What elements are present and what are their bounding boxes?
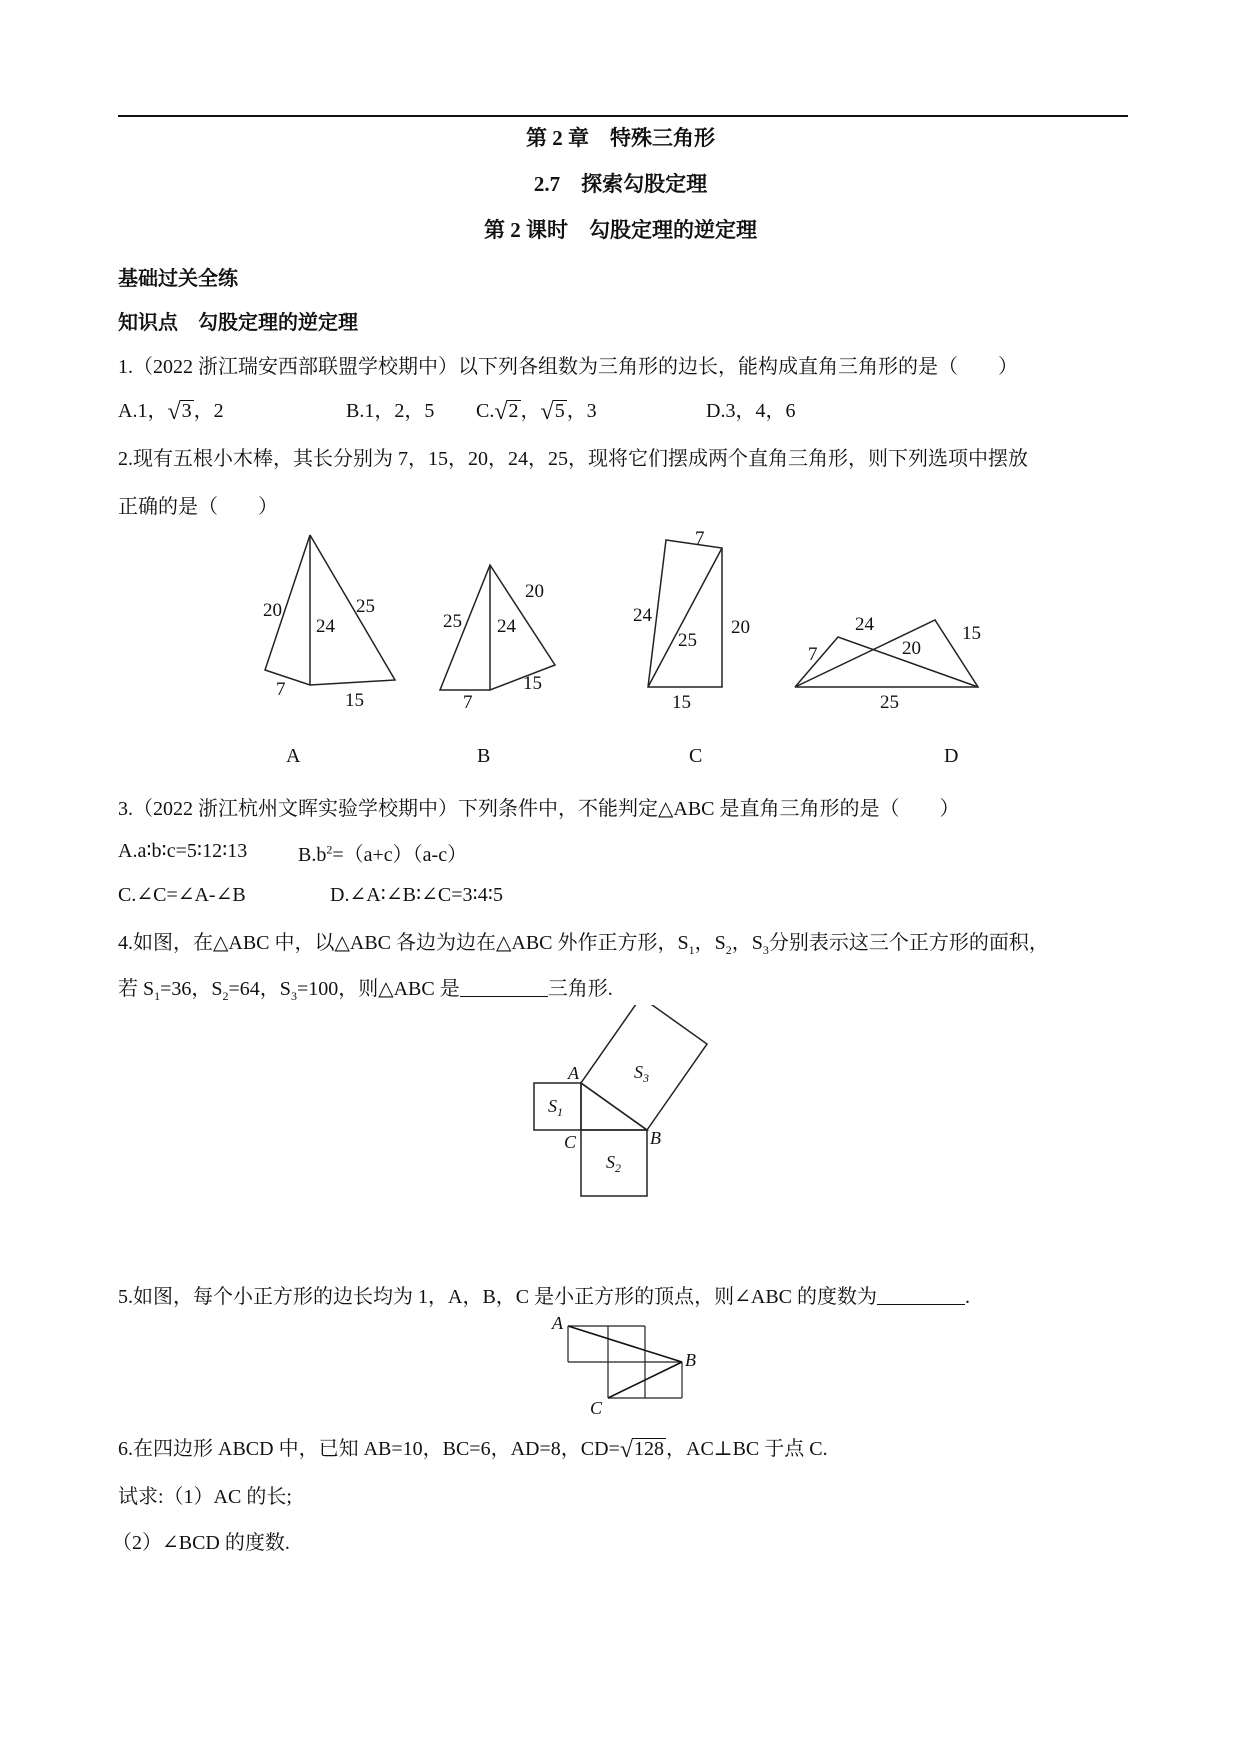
segment-ab: [568, 1326, 682, 1362]
q1-option-a: A.1，√3 ，2: [118, 399, 224, 425]
q6-part2: （2）∠BCD 的度数.: [112, 1532, 290, 1554]
q3-option-c: C.∠C=∠A-∠B: [118, 884, 246, 906]
q2-option-c-label: C: [689, 745, 703, 767]
label-s1: $S_1$: [548, 1096, 563, 1119]
vertex-b: B: [650, 1128, 661, 1148]
q5-stem: 5.如图，每个小正方形的边长均为 1，A，B，C 是小正方形的顶点，则∠ABC 的度数为 .: [118, 1286, 971, 1308]
grid-point-a: A: [552, 1315, 563, 1333]
fig-c-label-top: 7: [695, 528, 705, 549]
q1-option-c: C.√2 ，√5 ，3: [476, 399, 597, 425]
fig-b-label-left: 25: [443, 611, 462, 632]
q3-stem: 3.（2022 浙江杭州文晖实验学校期中）下列条件中，不能判定△ABC 是直角三角形的是（ ）: [118, 798, 960, 820]
grid-point-b: B: [685, 1350, 696, 1370]
fig-c-label-bottom: 15: [672, 692, 691, 713]
q3-option-b: $B.b^2=(a+c)(a-c)$: [298, 842, 468, 866]
fig-b-label-mid: 24: [497, 616, 516, 637]
q6-part1: 试求:（1）AC 的长;: [118, 1486, 292, 1508]
practice-title: 基础过关全练: [118, 268, 238, 290]
q2-stem-line2: 正确的是（ ）: [118, 496, 278, 518]
q2-stem-line1: 2.现有五根小木棒，其长分别为 7，15，20，24，25，现将它们摆成两个直角三角形，则下列选项中摆放: [118, 448, 1028, 470]
fig-a-label-mid: 24: [316, 616, 335, 637]
fig-b-label-right: 20: [525, 581, 544, 602]
square-s3: [581, 1005, 707, 1130]
q2-option-d-label: D: [944, 745, 959, 767]
q4-stem-line2: 若 $S_1=36$，$S_2=64$，$S_3=100$，则△ABC 是 三角形.: [118, 978, 613, 1003]
fig-b-label-bl: 7: [463, 692, 473, 713]
q4-stem-line1: 4.如图，在△ABC 中，以△ABC 各边为边在△ABC 外作正方形，$S_1$，$S_2$，$S_3$分别表示这三个正方形的面积，: [118, 932, 1049, 957]
fig-c-label-left: 24: [633, 605, 652, 626]
q2-option-a-label: A: [286, 745, 301, 767]
fig-a-label-left: 20: [263, 600, 282, 621]
fig-b-label-br: 15: [523, 673, 542, 694]
fig-a-label-right: 25: [356, 596, 375, 617]
fig-d-label-20: 20: [902, 638, 921, 659]
q1-option-b: B.1，2，5: [346, 400, 435, 422]
figure-d: [795, 620, 978, 687]
fig-d-label-24: 24: [855, 614, 874, 635]
label-s2: $S_2$: [606, 1152, 621, 1175]
q4-answer-blank[interactable]: [460, 976, 548, 997]
sqrt-symbol: √3: [167, 399, 192, 425]
vertex-c: C: [564, 1132, 577, 1152]
q1-option-d: D.3，4，6: [706, 400, 796, 422]
fig-c-label-right: 20: [731, 617, 750, 638]
chapter-title: 第 2 章 特殊三角形: [526, 126, 715, 150]
q6-stem: 6.在四边形 ABCD 中，已知 AB=10，BC=6，AD=8，CD=√128 ，AC⊥BC 于点 C.: [118, 1437, 828, 1463]
lesson-title: 第 2 课时 勾股定理的逆定理: [484, 218, 757, 242]
q2-option-b-label: B: [477, 745, 491, 767]
header-rule: [118, 115, 1128, 117]
q2-figures: [0, 520, 1241, 770]
knowledge-point: 知识点 勾股定理的逆定理: [118, 312, 358, 334]
fig-a-label-br: 15: [345, 690, 364, 711]
figure-c: [648, 540, 722, 687]
fig-d-label-15: 15: [962, 623, 981, 644]
fig-a-label-bl: 7: [276, 679, 286, 700]
vertex-a: A: [568, 1063, 579, 1083]
fig-c-label-diag: 25: [678, 630, 697, 651]
q4-figure: [500, 1005, 740, 1235]
label-s3: $S_3$: [634, 1062, 649, 1085]
fig-d-label-7: 7: [808, 644, 818, 665]
figure-a: [265, 535, 395, 685]
q5-answer-blank[interactable]: [877, 1284, 965, 1305]
q1-stem: 1.（2022 浙江瑞安西部联盟学校期中）以下列各组数为三角形的边长，能构成直角三角形的是（ ）: [118, 356, 1018, 378]
q3-option-a: A.a∶b∶c=5∶12∶13: [118, 840, 248, 862]
q3-option-d: D.∠A∶∠B∶∠C=3∶4∶5: [330, 884, 503, 906]
q5-grid-figure: [548, 1315, 708, 1415]
fig-d-label-25: 25: [880, 692, 899, 713]
grid-point-c: C: [590, 1398, 603, 1415]
triangle-abc: [581, 1083, 647, 1130]
section-title: 2.7 探索勾股定理: [533, 172, 708, 196]
